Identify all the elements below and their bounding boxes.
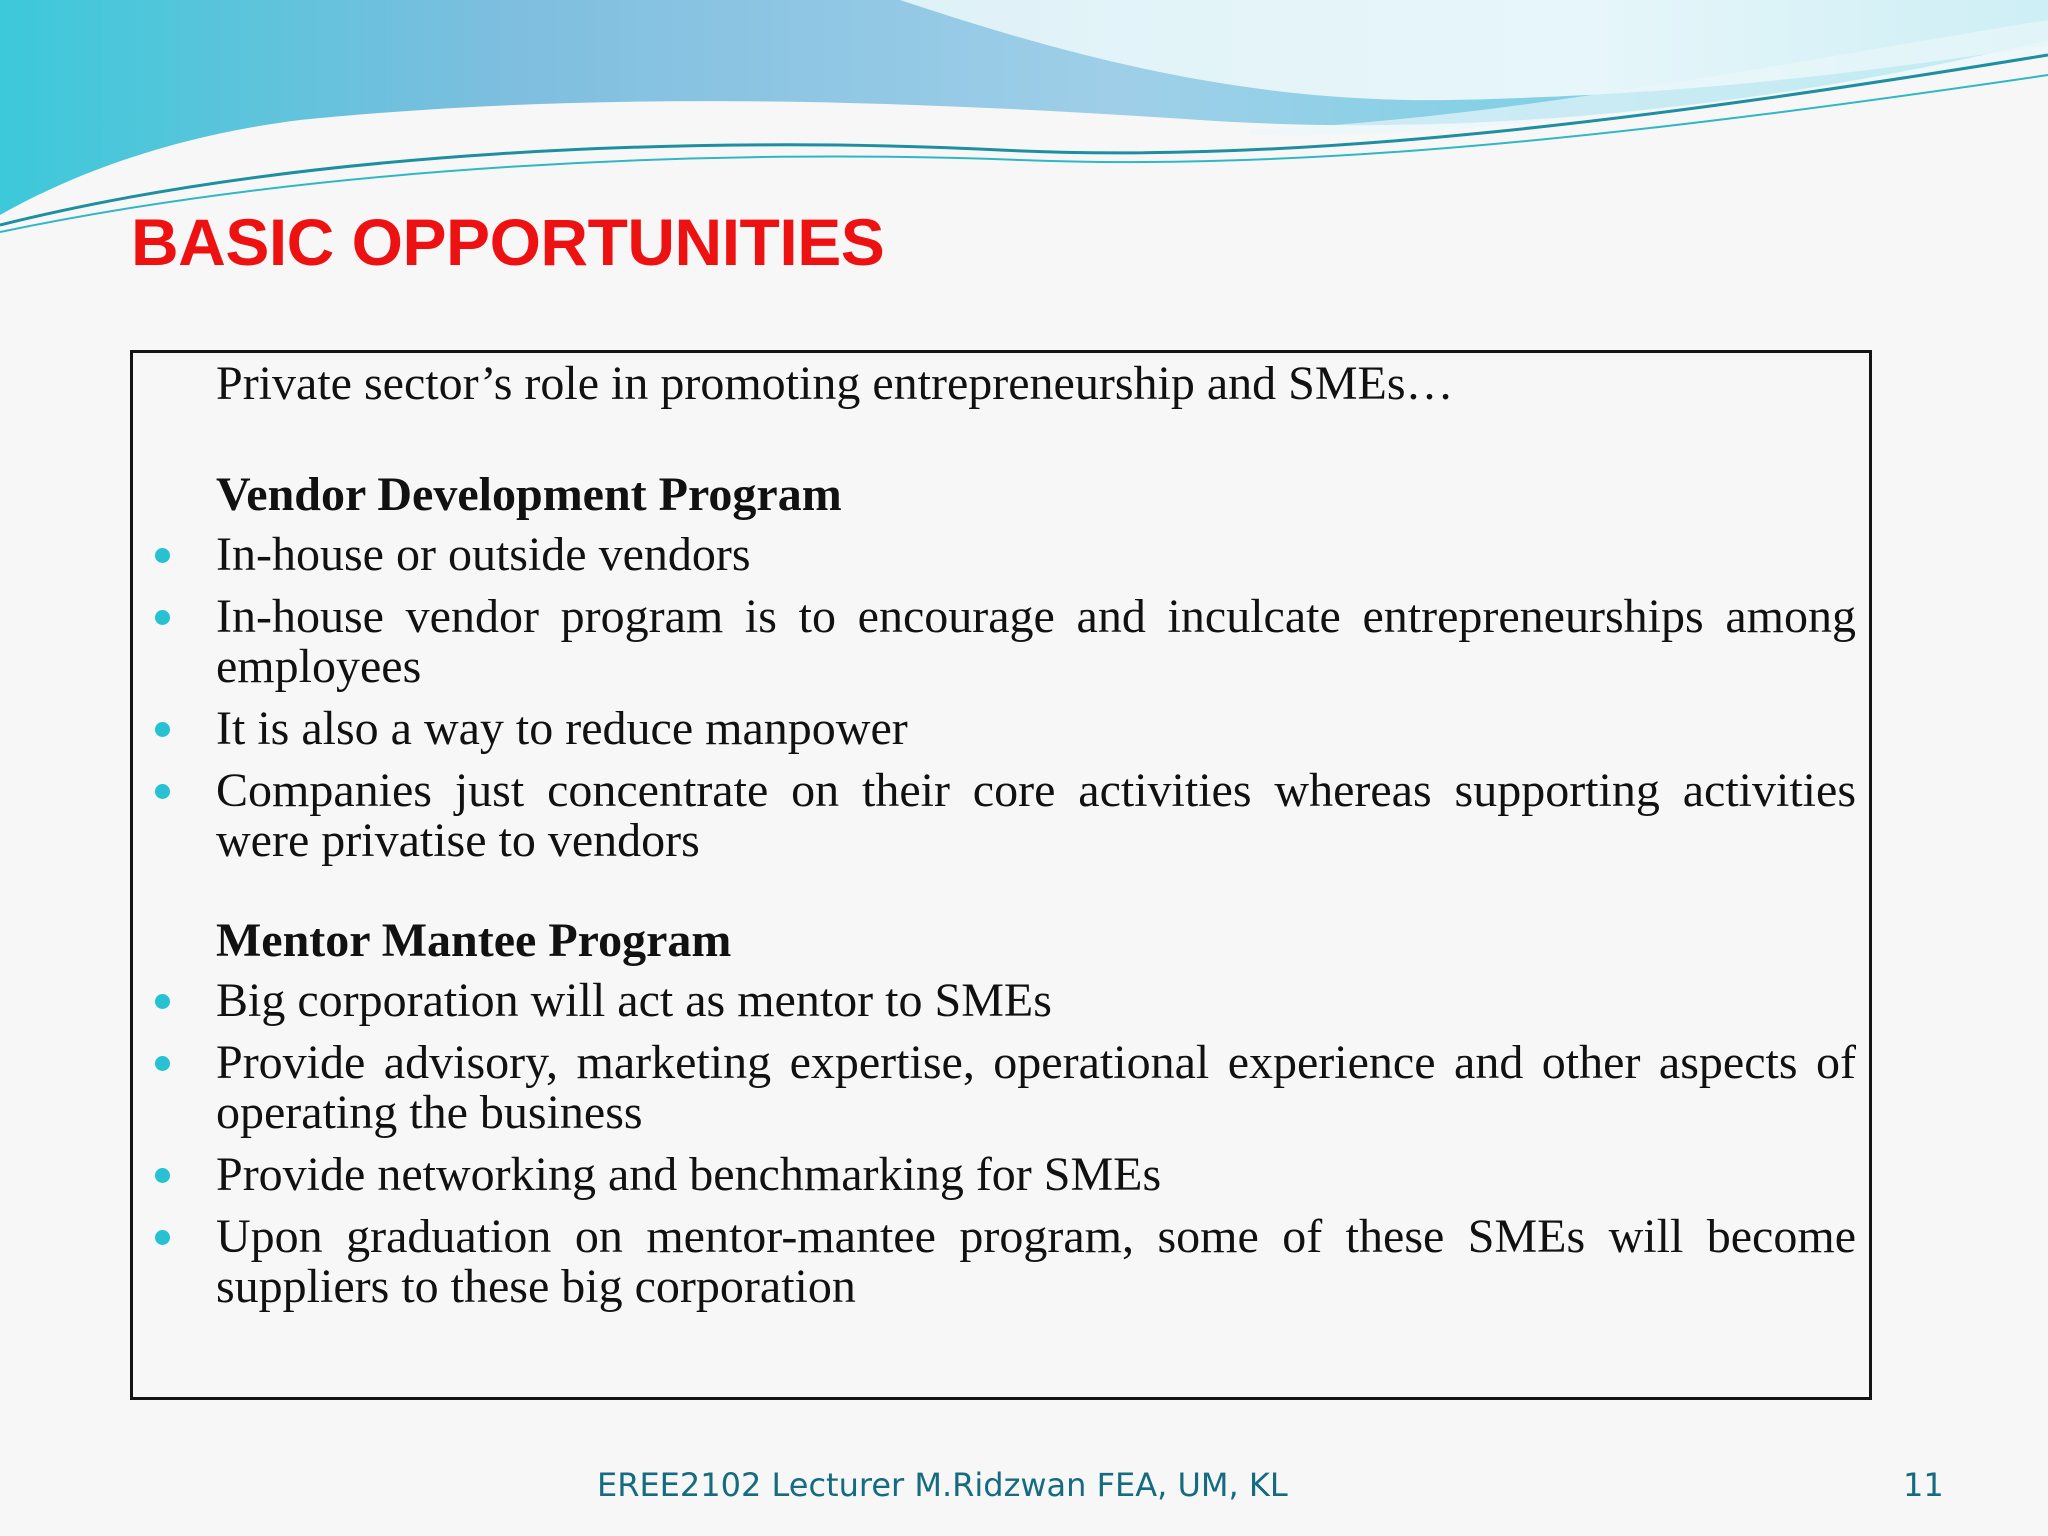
list-item bbox=[216, 1038, 1856, 1138]
list-item-text: In-house vendor program is to encourage and inculcate entrepreneurships among employees bbox=[216, 590, 1856, 693]
page-number: 11 bbox=[1903, 1466, 1944, 1504]
bullet-dot-icon bbox=[155, 1056, 170, 1071]
list-item-text: In-house or outside vendors bbox=[216, 528, 751, 581]
footer-text: EREE2102 Lecturer M.Ridzwan FEA, UM, KL bbox=[597, 1466, 1288, 1504]
list-item bbox=[216, 1212, 1856, 1312]
bullet-dot-icon bbox=[155, 548, 170, 563]
list-item-text: Big corporation will act as mentor to SMEs bbox=[216, 974, 1052, 1027]
content-text-area bbox=[216, 359, 1856, 1324]
list-item bbox=[216, 766, 1856, 866]
bullet-dot-icon bbox=[155, 1230, 170, 1245]
intro-text: Private sector’s role in promoting entrepreneurship and SMEs… bbox=[216, 357, 1454, 410]
list-item-text: Provide advisory, marketing expertise, operational experience and other aspects of operating the business bbox=[216, 1036, 1856, 1139]
list-item bbox=[216, 1150, 1856, 1200]
list-item-text: It is also a way to reduce manpower bbox=[216, 702, 908, 755]
list-item-text: Companies just concentrate on their core activities whereas supporting activities were privatise to vendors bbox=[216, 764, 1856, 867]
slide-title: BASIC OPPORTUNITIES bbox=[131, 205, 885, 279]
list-item bbox=[216, 592, 1856, 692]
content-box bbox=[130, 350, 1872, 1400]
section-heading-vendor-development: Vendor Development Program bbox=[216, 468, 842, 521]
bullet-dot-icon bbox=[155, 610, 170, 625]
list-item bbox=[216, 976, 1856, 1026]
section-heading-mentor-mantee: Mentor Mantee Program bbox=[216, 914, 732, 967]
list-item bbox=[216, 704, 1856, 754]
list-item-text: Provide networking and benchmarking for SMEs bbox=[216, 1148, 1162, 1201]
bullet-dot-icon bbox=[155, 994, 170, 1009]
bullet-dot-icon bbox=[155, 784, 170, 799]
bullet-dot-icon bbox=[155, 722, 170, 737]
list-item bbox=[216, 530, 1856, 580]
bullet-dot-icon bbox=[155, 1168, 170, 1183]
list-item-text: Upon graduation on mentor-mantee program, some of these SMEs will become suppliers to these big corporation bbox=[216, 1210, 1856, 1313]
